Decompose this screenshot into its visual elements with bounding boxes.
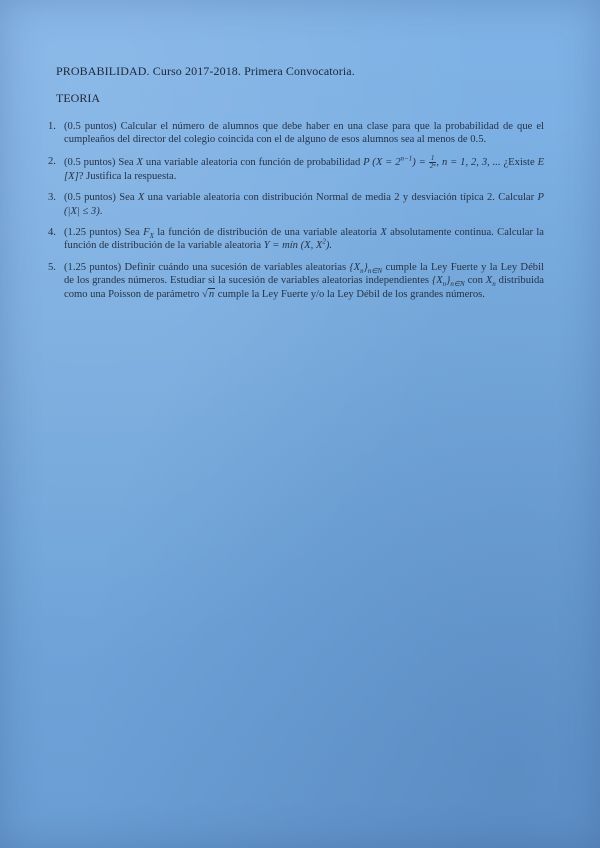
- question-text: Definir cuándo una sucesión de variables aleatorias: [124, 261, 347, 273]
- question-4: [48, 226, 544, 253]
- math-probability: P (|X| ≤ 3): [64, 192, 544, 217]
- question-points: (0.5 puntos): [64, 156, 116, 168]
- question-text: ¿Existe: [503, 156, 535, 168]
- math-fraction: $\frac{1}{\text{2ⁿ}}$: [429, 153, 436, 170]
- question-text: Sea: [118, 156, 134, 168]
- question-text: distribuida como una Poisson de parámetro: [64, 275, 544, 300]
- question-list: [48, 120, 545, 301]
- question-text: cumple la Ley Fuerte y/o la Ley Débil de los grandes números.: [217, 288, 485, 300]
- question-text: una variable aleatoria con función de probabilidad: [145, 156, 361, 168]
- question-points: (0.5 puntos): [64, 121, 117, 132]
- question-number: 4.: [48, 227, 56, 239]
- question-text: absolutamente continua. Calcular la función de distribución de la variable aleatoria: [64, 227, 544, 252]
- question-2: 2. (0.5 puntos) Sea X una variable aleatoria con función de probabilidad P $(X = 2^{n-1})$ = $\frac{1}{\text{2ⁿ}}$ , n = 1, 2, 3, ... ¿Existe E [X]? Justifica la respuesta.: [48, 153, 545, 182]
- question-text: con: [467, 275, 483, 287]
- math-variable: X: [136, 156, 143, 168]
- math-sequence: $\{X_n\}_{n\in N}$: [349, 261, 383, 275]
- document-body: [48, 64, 545, 309]
- question-text: Sea: [124, 227, 140, 239]
- question-text: Calcular el número de alumnos que debe haber en una clase para que la probabilidad de que el cumpleaños del director del colegio coincida con el de alguno de esos alumnos sea al menos de 0.5.: [64, 121, 545, 146]
- question-text: Sea: [119, 192, 135, 204]
- question-text: cumple la Ley Fuerte y la Ley Débil de los grandes números. Estudiar si la sucesión de variables aleatorias independientes: [64, 261, 544, 287]
- question-points: (1.25 puntos): [64, 227, 122, 239]
- question-points: (0.5 puntos): [64, 192, 116, 204]
- question-1: [48, 120, 545, 147]
- math-variable: X: [137, 192, 145, 204]
- math-exponent: n−1: [400, 154, 413, 163]
- question-text: una variable aleatoria con distribución Normal de media 2 y desviación típica 2. Calcular: [147, 192, 535, 204]
- question-number: 2.: [48, 155, 56, 167]
- math-variable: X: [380, 227, 387, 239]
- question-text: ? Justifica la respuesta.: [78, 170, 177, 182]
- math-cdf: $F_X$: [143, 227, 154, 241]
- math-variable: $X_n$: [485, 275, 496, 289]
- math-expectation: E [X]: [64, 156, 545, 182]
- math-sequence: $\{X_n\}_{n\in N}$: [431, 275, 465, 289]
- question-3: 3. (0.5 puntos) Sea X una variable aleatoria con distribución Normal de media 2 y desviación típica 2. Calcular P (|X| ≤ 3).: [48, 192, 544, 217]
- question-points: (1.25 puntos): [64, 261, 122, 273]
- math-formula: P $(X = 2^{n-1})$ = $\frac{1}{\text{2ⁿ}}$: [363, 153, 436, 170]
- math-sqrt: √n: [202, 288, 215, 300]
- question-5: [48, 261, 544, 301]
- math-range: n = 1, 2, 3, ...: [441, 156, 501, 168]
- question-number: 1.: [48, 121, 56, 132]
- question-number: 3.: [48, 192, 56, 204]
- document-title: PROBABILIDAD. Curso 2017-2018. Primera Convocatoria.: [56, 64, 355, 78]
- question-number: 5.: [48, 261, 56, 273]
- section-heading: TEORIA: [56, 91, 100, 105]
- question-text: la función de distribución de una variable aleatoria: [157, 227, 378, 239]
- math-definition: Y = mín (X, $X^2$).: [263, 237, 333, 252]
